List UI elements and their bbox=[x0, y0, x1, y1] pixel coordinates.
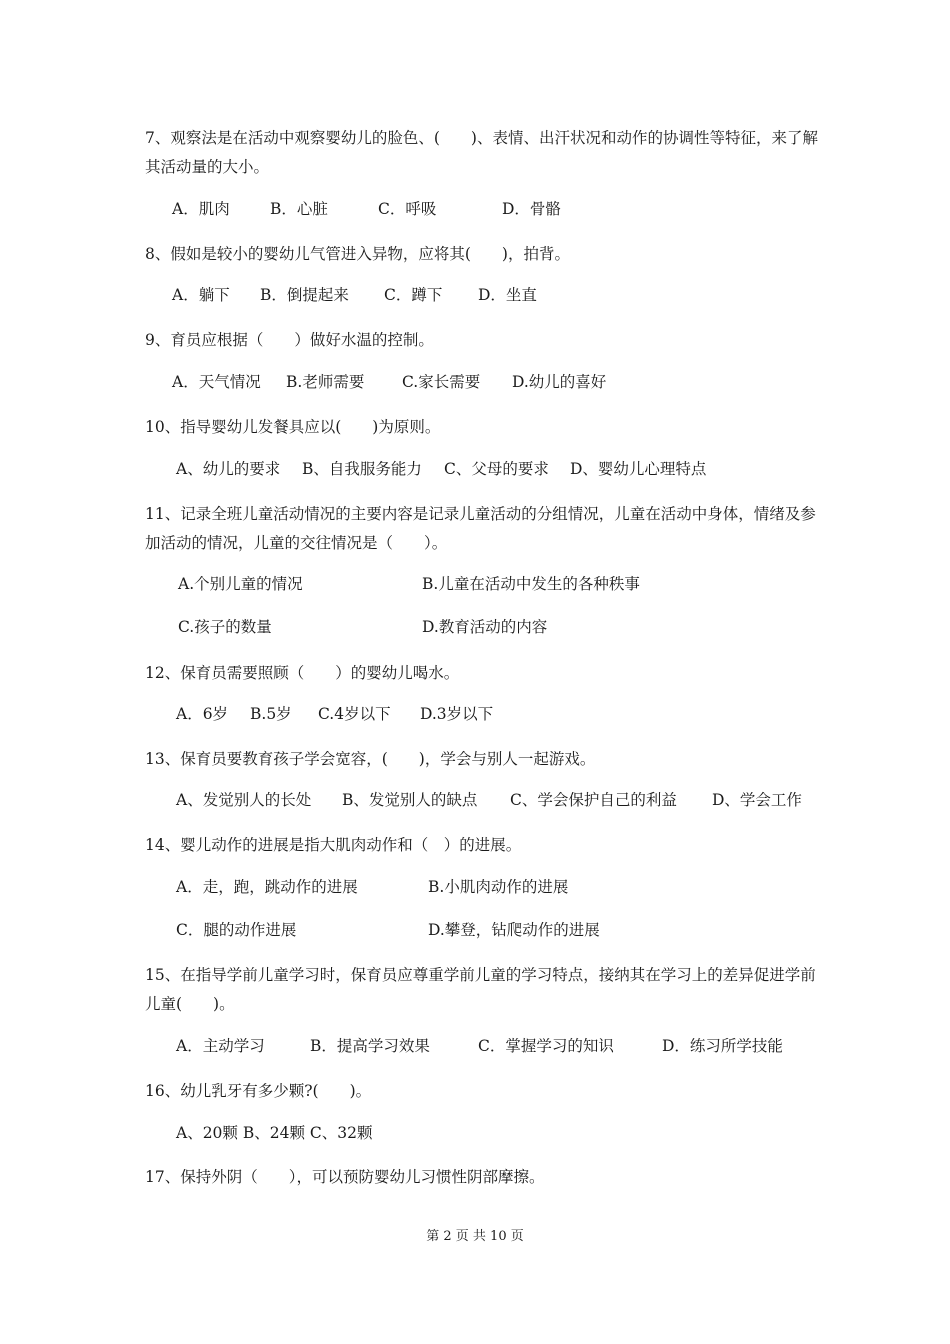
q9-option-a: A．天气情况 bbox=[172, 373, 261, 391]
q13-option-a: A、发觉别人的长处 bbox=[176, 791, 312, 809]
q14-option-a: A．走，跑，跳动作的进展 bbox=[176, 878, 358, 896]
q14-option-c: C．腿的动作进展 bbox=[176, 921, 297, 939]
q12-option-b: B.5岁 bbox=[250, 705, 292, 723]
q10-option-b: B、自我服务能力 bbox=[302, 460, 422, 478]
question-13: 13、保育员要教育孩子学会宽容，( )，学会与别人一起游戏。 bbox=[145, 750, 596, 768]
q13-option-d: D、学会工作 bbox=[712, 791, 802, 809]
q15-option-b: B．提高学习效果 bbox=[310, 1037, 430, 1055]
question-17: 17、保持外阴（ ），可以预防婴幼儿习惯性阴部摩擦。 bbox=[145, 1168, 545, 1186]
question-7: 7、观察法是在活动中观察婴幼儿的脸色、( )、表情、出汗状况和动作的协调性等特征，来了解其活动量的大小。 bbox=[145, 129, 818, 176]
q16-options: A、20颗 B、24颗 C、32颗 bbox=[176, 1124, 373, 1142]
q7-option-d: D．骨骼 bbox=[502, 200, 561, 218]
q13-option-c: C、学会保护自己的利益 bbox=[510, 791, 677, 809]
q10-option-a: A、幼儿的要求 bbox=[176, 460, 281, 478]
question-12: 12、保育员需要照顾（ ）的婴幼儿喝水。 bbox=[145, 664, 460, 682]
question-15: 15、在指导学前儿童学习时，保育员应尊重学前儿童的学习特点，接纳其在学习上的差异促进学前儿童( )。 bbox=[145, 966, 816, 1013]
q7-option-a: A．肌肉 bbox=[172, 200, 230, 218]
q7-option-c: C．呼吸 bbox=[378, 200, 437, 218]
q14-option-d: D.攀登，钻爬动作的进展 bbox=[428, 921, 600, 939]
q15-option-a: A．主动学习 bbox=[176, 1037, 265, 1055]
q10-option-d: D、婴幼儿心理特点 bbox=[570, 460, 707, 478]
q11-option-c: C.孩子的数量 bbox=[178, 618, 272, 636]
q8-option-c: C．蹲下 bbox=[384, 286, 443, 304]
q9-option-b: B.老师需要 bbox=[286, 373, 365, 391]
q12-option-a: A．6岁 bbox=[176, 705, 229, 723]
q8-option-a: A．躺下 bbox=[172, 286, 230, 304]
q13-option-b: B、发觉别人的缺点 bbox=[342, 791, 478, 809]
q7-option-b: B．心脏 bbox=[270, 200, 328, 218]
question-8: 8、假如是较小的婴幼儿气管进入异物，应将其( )，拍背。 bbox=[145, 245, 570, 263]
q15-option-d: D．练习所学技能 bbox=[662, 1037, 783, 1055]
q8-option-b: B．倒提起来 bbox=[260, 286, 349, 304]
question-14: 14、婴儿动作的进展是指大肌肉动作和（ ）的进展。 bbox=[145, 836, 522, 854]
q14-option-b: B.小肌肉动作的进展 bbox=[428, 878, 569, 896]
question-16: 16、幼儿乳牙有多少颗?( )。 bbox=[145, 1082, 372, 1100]
q8-option-d: D．坐直 bbox=[478, 286, 537, 304]
question-9: 9、育员应根据（ ）做好水温的控制。 bbox=[145, 331, 434, 349]
q9-option-c: C.家长需要 bbox=[402, 373, 481, 391]
q11-option-a: A.个别儿童的情况 bbox=[178, 575, 303, 593]
q12-option-d: D.3岁以下 bbox=[420, 705, 494, 723]
q11-option-d: D.教育活动的内容 bbox=[422, 618, 548, 636]
question-11: 11、记录全班儿童活动情况的主要内容是记录儿童活动的分组情况，儿童在活动中身体，情绪及参加活动的情况，儿童的交往情况是（ ）。 bbox=[145, 505, 816, 552]
q12-option-c: C.4岁以下 bbox=[318, 705, 391, 723]
q15-option-c: C．掌握学习的知识 bbox=[478, 1037, 614, 1055]
q10-option-c: C、父母的要求 bbox=[444, 460, 549, 478]
q11-option-b: B.儿童在活动中发生的各种秩事 bbox=[422, 575, 640, 593]
page-footer: 第 2 页 共 10 页 bbox=[426, 1229, 524, 1244]
question-10: 10、指导婴幼儿发餐具应以( )为原则。 bbox=[145, 418, 441, 436]
q9-option-d: D.幼儿的喜好 bbox=[512, 373, 607, 391]
